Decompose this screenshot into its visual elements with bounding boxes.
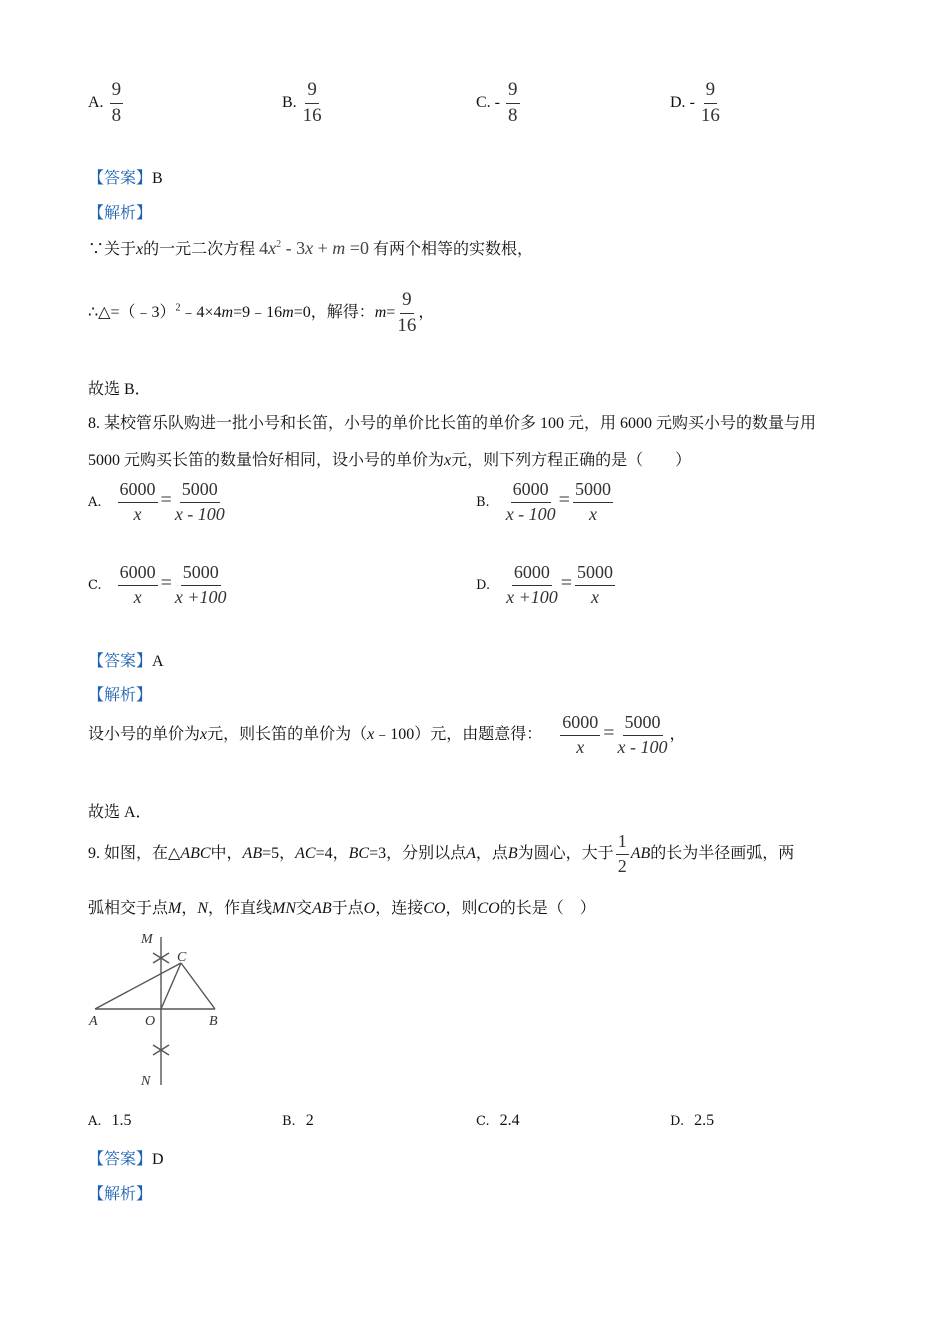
option-sign: - <box>689 94 695 112</box>
fraction-numerator: 9 <box>305 80 319 104</box>
option-label: B. <box>282 94 297 112</box>
segment-ac <box>95 963 181 1009</box>
q7-option-d[interactable] <box>670 80 722 127</box>
q9-option-a[interactable]: A. 1.5 <box>88 1112 132 1129</box>
q9-stem-line1: 9. 如图，在△ABC中，AB=5，AC=4，BC=3，分别以点A，点B为圆心，大于 $\frac{1}{2}$ AB的长为半径画弧，两 <box>88 831 795 876</box>
label-m: M <box>141 932 153 947</box>
q7-option-c[interactable] <box>476 80 522 127</box>
q9-analysis-tag: 【解析】 <box>88 1186 153 1203</box>
q9-option-b[interactable]: B. 2 <box>282 1112 314 1129</box>
q7-option-b[interactable] <box>282 80 324 127</box>
fraction-denominator: 8 <box>508 104 518 126</box>
option-label: C. <box>476 94 491 112</box>
label-c: C <box>177 950 187 965</box>
label-n: N <box>141 1074 151 1089</box>
fraction-numerator: 9 <box>110 80 124 104</box>
q8-solution: 设小号的单价为x元，则长笛的单价为（x﹣100）元，由题意得： $\frac{6000}{x}$ = $\frac{5000}{x - 100}$ ， <box>88 712 686 757</box>
fraction-denominator: 8 <box>111 104 122 126</box>
q8-answer: 【答案】A <box>88 653 164 670</box>
q9-answer: 【答案】D <box>88 1151 164 1168</box>
q9-stem-line2: 弧相交于点M，N，作直线MN交AB于点O，连接CO，则CO的长是（ ） <box>88 900 596 917</box>
label-a: A <box>89 1014 98 1029</box>
q7-conclusion: 故选 B． <box>88 381 151 398</box>
m-fraction: $\frac{9}{16}$ <box>397 289 417 336</box>
q8-conclusion: 故选 A． <box>88 804 152 821</box>
fraction-denominator: 16 <box>700 104 720 126</box>
equation: $4x^2 - 3x + m =0$ <box>259 238 369 258</box>
answer-tag: 【答案】 <box>88 170 153 187</box>
q8-analysis-tag: 【解析】 <box>88 687 153 704</box>
fraction-numerator: 9 <box>506 80 520 104</box>
q8-option-a[interactable]: A. $\frac{6000}{x}$ = $\frac{5000}{x - 100}$ <box>88 479 225 524</box>
option-fraction <box>303 80 322 127</box>
answer-value: B <box>152 170 163 187</box>
label-o: O <box>145 1014 156 1029</box>
q8-option-c[interactable]: C. $\frac{6000}{x}$ = $\frac{5000}{x +100}$ <box>88 562 227 607</box>
fraction-numerator: 9 <box>704 80 718 104</box>
q7-analysis-line2: ∴△=（﹣3）$^2$﹣4×4m=9﹣16m=0，解得：m= $\frac{9}{16}$ ， <box>88 289 435 336</box>
option-fraction <box>110 80 124 127</box>
option-label: D. <box>670 94 686 112</box>
option-label: A. <box>88 94 104 112</box>
q9-option-c[interactable]: C. 2.4 <box>476 1112 520 1129</box>
option-sign: - <box>494 94 500 112</box>
q7-analysis-line1: ∵关于x的一元二次方程 $4x^2 - 3x + m =0$ 有两个相等的实数根， <box>88 238 533 258</box>
label-b: B <box>209 1014 218 1029</box>
q7-analysis-tag: 【解析】 <box>88 205 153 222</box>
q7-option-a[interactable] <box>88 80 125 127</box>
q8-option-b[interactable]: B. $\frac{6000}{x - 100}$ = $\frac{5000}{x}$ <box>476 479 611 524</box>
q8-option-d[interactable]: D. $\frac{6000}{x +100}$ = $\frac{5000}{x}$ <box>476 562 614 607</box>
q8-stem-line1: 8. 某校管乐队购进一批小号和长笛，小号的单价比长笛的单价多 100 元，用 6000 元购买小号的数量与用 <box>88 415 817 432</box>
q9-option-d[interactable]: D. 2.5 <box>670 1112 715 1129</box>
option-fraction <box>701 80 720 127</box>
segment-co <box>161 963 181 1009</box>
segment-bc <box>181 963 215 1009</box>
fraction-denominator: 16 <box>302 104 322 126</box>
q8-stem-line2: 5000 元购买长笛的数量恰好相同，设小号的单价为x元，则下列方程正确的是（ ） <box>88 452 692 469</box>
q9-triangle-figure <box>85 925 235 1095</box>
option-fraction <box>506 80 520 127</box>
q7-answer <box>88 165 163 188</box>
